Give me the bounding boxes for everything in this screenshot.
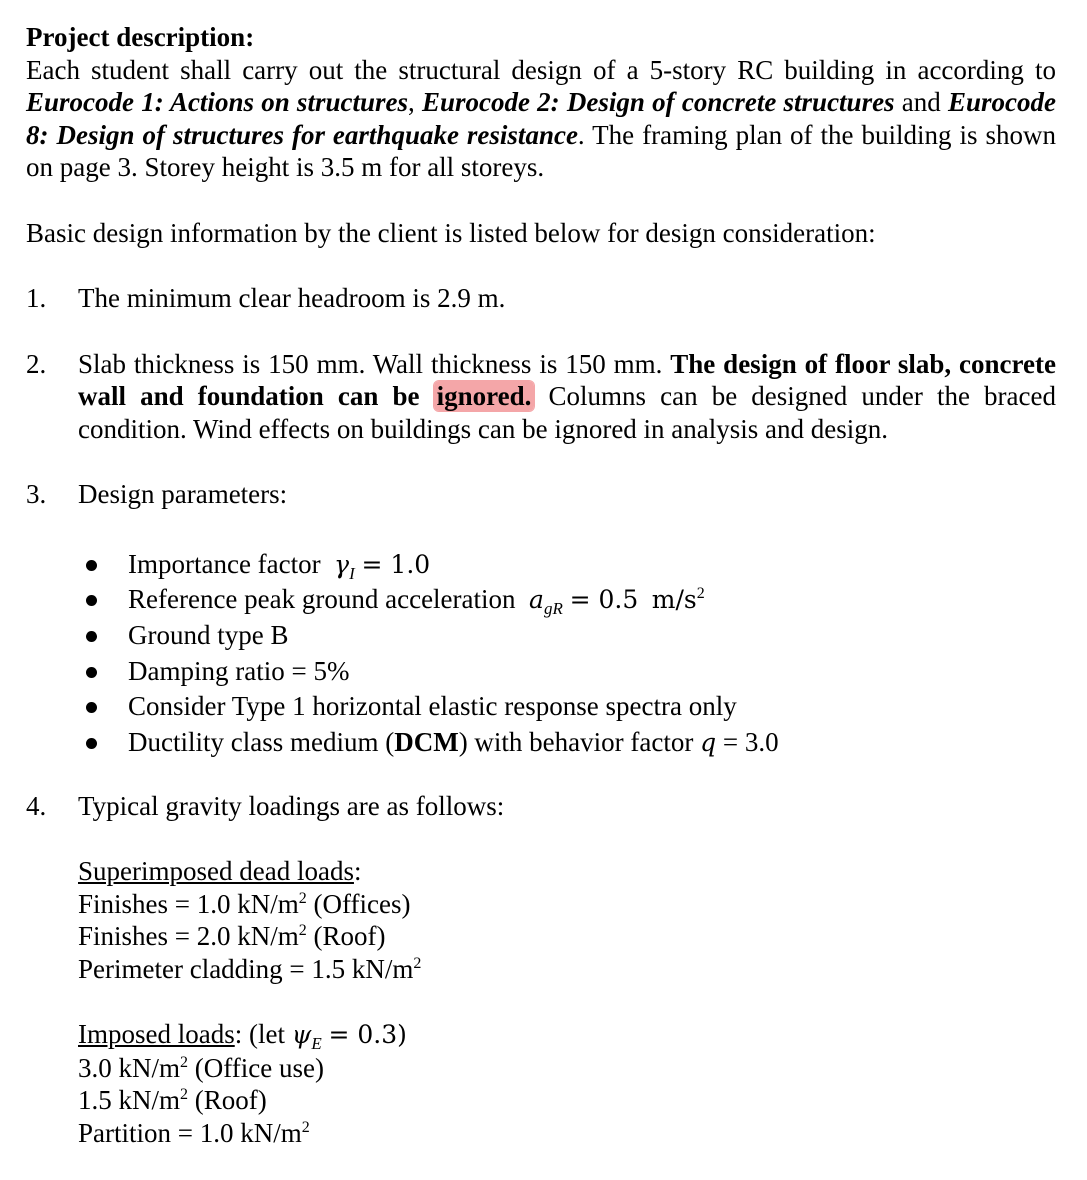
imposed-office <box>78 1052 1056 1085</box>
unit-exponent: 2 <box>298 922 307 940</box>
loads-block <box>78 855 1056 1149</box>
param-text: ) with behavior factor <box>458 727 701 758</box>
item-text: Design parameters: <box>78 479 288 509</box>
bullet-icon <box>78 654 128 690</box>
dcm-abbrev: DCM <box>394 727 459 758</box>
unit-exponent: 2 <box>413 954 422 972</box>
list-item-3 <box>26 478 1056 511</box>
param-pga <box>78 582 1056 618</box>
perimeter-cladding <box>78 953 1056 986</box>
sdl-title-line <box>78 855 1056 888</box>
q-symbol: q <box>700 728 717 758</box>
item-text: The minimum clear headroom is 2.9 m. <box>78 283 506 313</box>
psi-subscript: E <box>311 1034 322 1054</box>
param-unit: m/s <box>651 585 697 615</box>
bold-statement: The design of floor slab, concrete wall and foundation can be <box>78 348 1056 411</box>
imposed-partition <box>78 1117 1056 1150</box>
item-number: 1. <box>26 283 47 313</box>
list-item-1 <box>26 282 1056 315</box>
param-damping <box>78 654 1056 690</box>
param-value: = 1.0 <box>361 549 431 579</box>
param-text: Ductility class medium ( <box>128 727 395 758</box>
design-parameters-list <box>78 547 1056 761</box>
item-number: 4. <box>26 790 47 821</box>
param-ductility <box>78 725 1056 761</box>
list-item-4 <box>26 790 1056 823</box>
load-text: Perimeter cladding = 1.5 kN/m <box>78 953 414 984</box>
param-ground <box>78 618 1056 654</box>
psi-symbol: ψ <box>291 1020 312 1050</box>
heading: Project description: <box>26 22 255 52</box>
param-text: Ground type B <box>128 619 289 650</box>
unit-exponent: 2 <box>696 585 705 603</box>
param-importance <box>78 547 1056 583</box>
item-text: Typical gravity loadings are as follows: <box>78 790 505 821</box>
imposed-roof <box>78 1084 1056 1117</box>
imposed-title: Imposed loads <box>78 1019 235 1050</box>
param-spectra <box>78 689 1056 725</box>
bullet-icon <box>78 618 128 654</box>
list-item-2 <box>26 348 1056 446</box>
bullet-icon <box>78 725 128 761</box>
item-number: 2. <box>26 348 47 379</box>
eurocode-8: Eurocode 8: Design of structures for earthquake resistance <box>26 87 1057 150</box>
intro-text: . The framing plan of the building is shown on page 3. Storey height is 3.5 m for all storeys. <box>26 119 1056 182</box>
item-text-part: Slab thickness is 150 mm. Wall thickness is 150 mm. <box>78 348 671 379</box>
psi-value: = 0.3) <box>328 1020 407 1050</box>
load-text: (Offices) <box>306 888 411 919</box>
intro-paragraph <box>26 54 1056 184</box>
highlighted-word: ignored. <box>434 381 535 411</box>
finishes-offices <box>78 888 1056 921</box>
a-symbol: a <box>529 585 544 615</box>
load-text: Finishes = 1.0 kN/m <box>78 888 299 919</box>
gamma-symbol: γ <box>334 549 350 579</box>
param-label: Reference peak ground acceleration <box>128 584 516 615</box>
bullet-icon <box>78 582 128 618</box>
sdl-title: Superimposed dead loads <box>78 856 354 887</box>
unit-exponent: 2 <box>180 1053 189 1071</box>
basic-info: Basic design information by the client is listed below for design consideration: <box>26 217 876 248</box>
load-text: Finishes = 2.0 kN/m <box>78 921 299 952</box>
unit-exponent: 2 <box>301 1118 310 1136</box>
item-text-part: Columns can be designed under the braced condition. Wind effects on buildings can be ignored in analysis and design. <box>78 381 1056 444</box>
load-text: (Roof) <box>188 1085 267 1116</box>
param-value: = 0.5 <box>569 585 639 615</box>
intro-text: Each student shall carry out the structural design of a 5-story RC building in according to <box>26 54 1056 85</box>
load-text: : (let <box>234 1019 292 1050</box>
imposed-title-line <box>78 1018 1056 1052</box>
bullet-icon <box>78 689 128 725</box>
gamma-subscript: I <box>349 563 355 583</box>
intro-text: and <box>894 87 949 117</box>
item-number: 3. <box>26 479 47 509</box>
load-text: 1.5 kN/m <box>78 1085 181 1116</box>
param-label: Importance factor <box>128 548 321 579</box>
intro-text: , <box>407 87 422 117</box>
item-text <box>78 348 1056 446</box>
load-text: (Roof) <box>306 921 386 952</box>
unit-exponent: 2 <box>298 889 307 907</box>
colon: : <box>353 856 362 887</box>
load-text: (Office use) <box>188 1052 324 1083</box>
eurocode-1: Eurocode 1: Actions on structures <box>26 87 408 117</box>
param-text: Consider Type 1 horizontal elastic response spectra only <box>128 691 737 722</box>
bullet-icon <box>78 547 128 583</box>
load-text: 3.0 kN/m <box>78 1052 181 1083</box>
document-page <box>26 21 1056 1149</box>
load-text: Partition = 1.0 kN/m <box>78 1117 302 1148</box>
param-value: = 3.0 <box>716 727 779 758</box>
param-text: Damping ratio = 5% <box>128 655 350 686</box>
unit-exponent: 2 <box>180 1086 189 1104</box>
finishes-roof <box>78 920 1056 953</box>
eurocode-2: Eurocode 2: Design of concrete structures <box>421 87 895 117</box>
a-subscript: gR <box>543 599 563 619</box>
